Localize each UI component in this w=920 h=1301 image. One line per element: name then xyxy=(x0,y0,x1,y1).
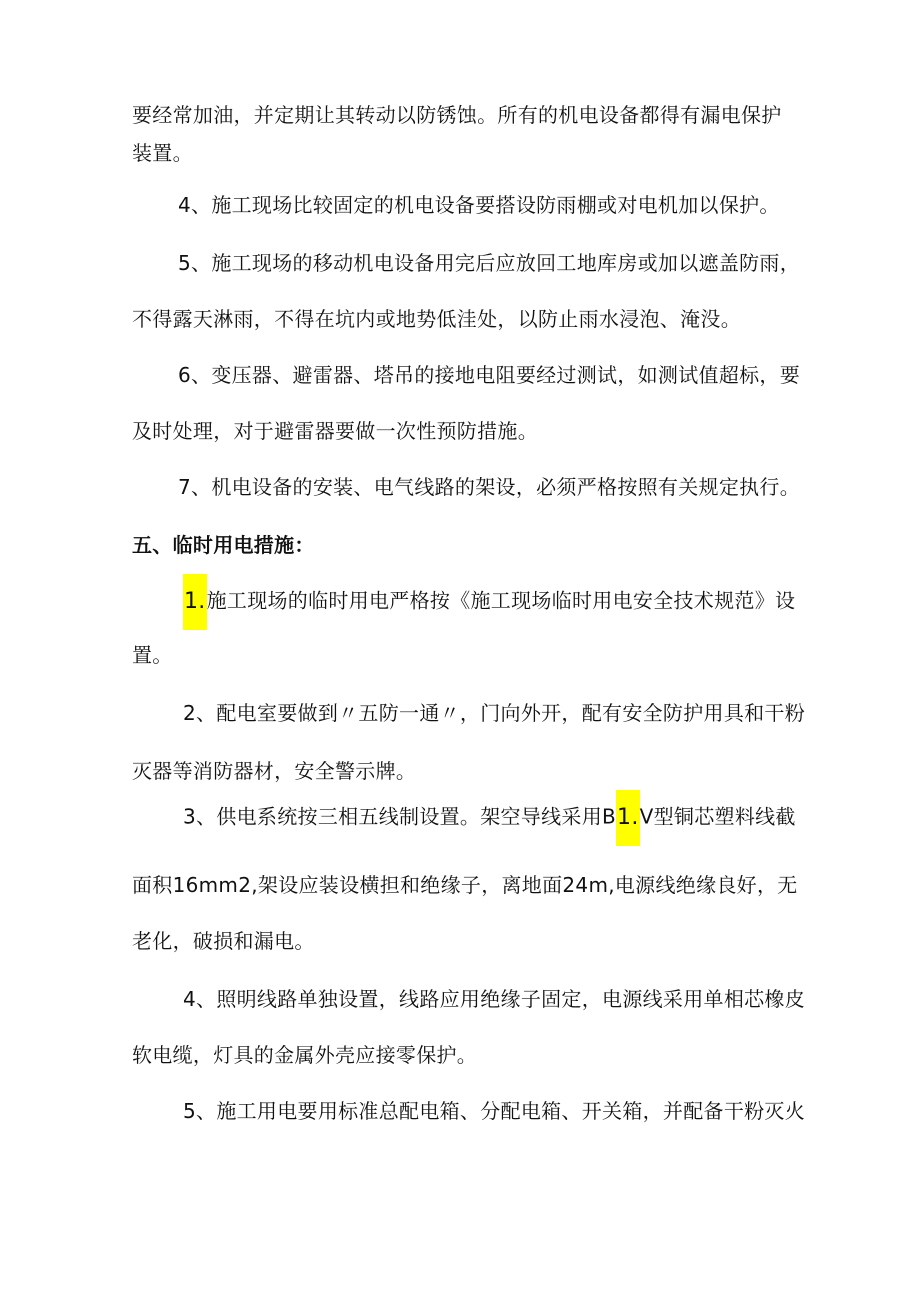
text-run: 要经常加油，并定期让其转动以防锈蚀。所有的机电设备都得有漏电保护 xyxy=(132,103,782,127)
text-run: 4、照明线路单独设置，线路应用绝缘子固定，电源线采用单相芯橡皮 xyxy=(183,987,806,1011)
paragraph-line xyxy=(132,1040,920,1070)
paragraph-line xyxy=(132,138,920,168)
heading-text: 五、临时用电措施： xyxy=(132,533,315,557)
text-run: 施工现场的临时用电严格按《施工现场临时用电安全技术规范》设 xyxy=(206,588,796,613)
paragraph-line xyxy=(183,574,920,630)
text-run: 灭器等消防器材，安全警示牌。 xyxy=(132,759,417,783)
text-run: 5、施工现场的移动机电设备用完后应放回工地库房或加以遮盖防雨， xyxy=(178,251,801,275)
text-run: 2、配电室要做到〃五防一通〃，门向外开，配有安全防护用具和干粉 xyxy=(183,701,806,725)
paragraph-line xyxy=(183,1096,920,1126)
text-run: 不得露天淋雨，不得在坑内或地势低洼处，以防止雨水浸泡、淹没。 xyxy=(132,307,741,331)
text-run: 3、供电系统按三相五线制设置。架空导线采用B xyxy=(183,804,617,829)
paragraph-line xyxy=(132,100,920,130)
paragraph-line xyxy=(183,790,920,846)
paragraph-line xyxy=(132,756,920,786)
highlighted-number: 1. xyxy=(183,574,207,630)
paragraph-line xyxy=(132,870,920,900)
paragraph-line xyxy=(132,416,920,446)
paragraph-line xyxy=(183,984,920,1014)
paragraph-line xyxy=(132,926,920,956)
paragraph-line xyxy=(178,360,920,390)
highlighted-number: 1. xyxy=(616,790,640,846)
text-run: 6、变压器、避雷器、塔吊的接地电阻要经过测试，如测试值超标，要 xyxy=(178,363,801,387)
text-run: 4、施工现场比较固定的机电设备要搭设防雨棚或对电机加以保护。 xyxy=(178,193,780,217)
text-run: 面积16mm2,架设应装设横担和绝缘子，离地面24m,电源线绝缘良好，无 xyxy=(132,873,798,897)
paragraph-line xyxy=(178,248,920,278)
paragraph-line xyxy=(132,304,920,334)
text-run: 5、施工用电要用标准总配电箱、分配电箱、开关箱，并配备干粉灭火 xyxy=(183,1099,806,1123)
text-run: 软电缆，灯具的金属外壳应接零保护。 xyxy=(132,1043,478,1067)
text-run: 装置。 xyxy=(132,141,193,165)
paragraph-line xyxy=(132,640,920,670)
text-run: 置。 xyxy=(132,643,173,667)
paragraph-line xyxy=(178,472,920,502)
text-run: V型铜芯塑料线截 xyxy=(639,804,796,829)
text-run: 老化，破损和漏电。 xyxy=(132,929,315,953)
text-run: 7、机电设备的安装、电气线路的架设，必须严格按照有关规定执行。 xyxy=(178,475,801,499)
paragraph-line xyxy=(178,190,920,220)
section-heading xyxy=(132,530,920,560)
text-run: 及时处理，对于避雷器要做一次性预防措施。 xyxy=(132,419,538,443)
paragraph-line xyxy=(183,698,920,728)
